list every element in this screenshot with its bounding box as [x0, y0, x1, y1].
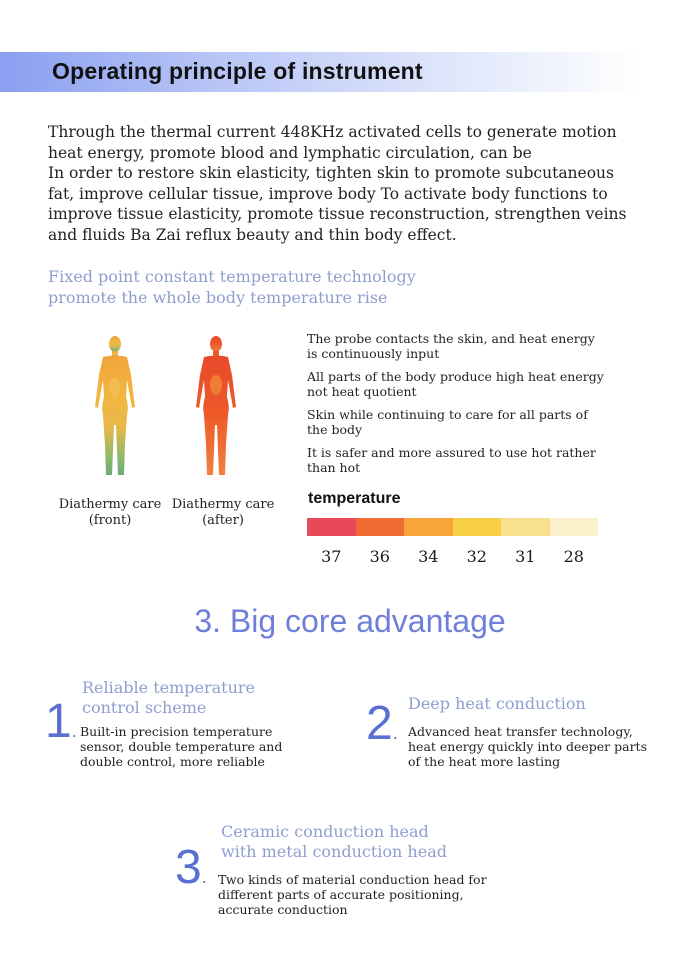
- temperature-label: 31: [515, 547, 536, 566]
- advantage-number-digit: 2: [366, 697, 393, 750]
- body-heatmap-after-figure: [186, 335, 246, 480]
- advantage-heading-line: control scheme: [82, 698, 207, 717]
- advantage-description-line: accurate conduction: [218, 902, 348, 917]
- intro-line: heat energy, promote blood and lymphatic circulation, can be: [48, 143, 532, 162]
- caption-line: Diathermy care: [171, 497, 275, 512]
- advantage-number-digit: 3: [175, 841, 202, 894]
- advantage-description-line: of the heat more lasting: [408, 754, 561, 769]
- advantage-description: [218, 872, 487, 917]
- caption-line: (after): [202, 513, 244, 528]
- benefit-line: the body: [307, 422, 363, 437]
- intro-paragraph: [48, 122, 678, 245]
- technology-subheading: [48, 266, 416, 308]
- benefit-line: Skin while continuing to care for all parts of: [307, 407, 588, 422]
- advantage-heading: [408, 694, 586, 714]
- temperature-label: 37: [321, 547, 342, 566]
- intro-line: In order to restore skin elasticity, tighten skin to promote subcutaneous: [48, 164, 614, 182]
- advantage-heading-line: Ceramic conduction head: [221, 822, 429, 841]
- advantage-description-line: Advanced heat transfer technology,: [408, 724, 633, 739]
- advantage-heading-line: Deep heat conduction: [408, 694, 586, 713]
- temperature-swatch: [501, 518, 550, 536]
- page-title: Operating principle of instrument: [52, 58, 423, 84]
- advantage-number-dot: .: [201, 867, 207, 887]
- temperature-scale-labels: [307, 547, 598, 566]
- intro-line: Through the thermal current 448KHz activated cells to generate motion: [48, 123, 617, 141]
- intro-line: fat, improve cellular tissue, improve body To activate body functions to: [48, 184, 608, 203]
- temperature-label: 36: [369, 547, 390, 566]
- section-banner: [0, 52, 640, 92]
- front-figure-caption: [55, 497, 165, 529]
- temperature-label: 32: [466, 547, 487, 566]
- temperature-swatch: [453, 518, 502, 536]
- benefit-line: than hot: [307, 460, 361, 475]
- advantage-number-dot: .: [71, 721, 77, 741]
- temperature-swatch: [550, 518, 599, 536]
- benefit-points: [307, 331, 647, 483]
- caption-line: Diathermy care: [58, 497, 162, 512]
- advantage-number: [45, 695, 77, 755]
- advantage-description: [80, 724, 282, 769]
- advantage-description-line: Two kinds of material conduction head for: [218, 872, 487, 887]
- after-figure-caption: [168, 497, 278, 529]
- benefit-line: not heat quotient: [307, 384, 417, 399]
- benefit-line: The probe contacts the skin, and heat energy: [307, 331, 595, 346]
- advantages-heading: [0, 603, 700, 640]
- advantage-description-line: different parts of accurate positioning,: [218, 887, 464, 902]
- benefit-point: [307, 407, 647, 437]
- temperature-swatch: [307, 518, 356, 536]
- temperature-label: 28: [563, 547, 584, 566]
- benefit-point: [307, 331, 647, 361]
- advantage-heading: [82, 678, 255, 718]
- advantage-number: [175, 841, 207, 901]
- benefit-line: It is safer and more assured to use hot rather: [307, 445, 596, 460]
- advantage-description: [408, 724, 647, 769]
- advantage-description-line: sensor, double temperature and: [80, 739, 283, 754]
- temperature-color-scale: [307, 518, 598, 536]
- benefit-point: [307, 369, 647, 399]
- advantages-heading-number: 3.: [194, 603, 222, 639]
- temperature-label: 34: [418, 547, 439, 566]
- subheading-line: Fixed point constant temperature technology: [48, 267, 416, 286]
- intro-line: improve tissue elasticity, promote tissue reconstruction, strengthen veins: [48, 205, 627, 223]
- advantage-heading-line: with metal conduction head: [221, 842, 447, 861]
- temperature-swatch: [356, 518, 405, 536]
- advantage-heading-line: Reliable temperature: [82, 678, 256, 697]
- advantage-description-line: heat energy quickly into deeper parts: [408, 739, 647, 754]
- benefit-point: [307, 445, 647, 475]
- temperature-scale-title: temperature: [308, 490, 401, 507]
- caption-line: (front): [88, 513, 132, 528]
- advantage-number-digit: 1: [45, 695, 72, 748]
- advantages-heading-text: Big core advantage: [221, 603, 506, 639]
- advantage-number-dot: .: [392, 723, 398, 743]
- advantage-heading: [221, 822, 447, 862]
- body-heatmap-front-figure: [85, 335, 145, 480]
- advantage-description-line: double control, more reliable: [80, 754, 265, 769]
- advantage-number: [366, 697, 398, 757]
- benefit-line: All parts of the body produce high heat energy: [307, 369, 604, 384]
- temperature-swatch: [404, 518, 453, 536]
- subheading-line: promote the whole body temperature rise: [48, 288, 388, 307]
- benefit-line: is continuously input: [307, 346, 440, 361]
- intro-line: and fluids Ba Zai reflux beauty and thin body effect.: [48, 225, 457, 244]
- advantage-description-line: Built-in precision temperature: [80, 724, 273, 739]
